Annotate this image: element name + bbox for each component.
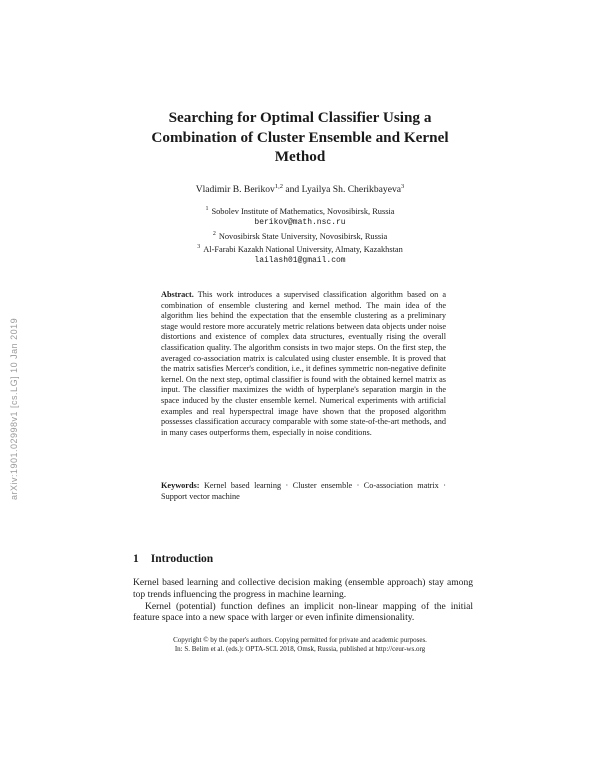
section-number: 1	[133, 553, 139, 565]
footnote-line: Copyright © by the paper's authors. Copying permitted for private and academic purposes.	[173, 636, 427, 644]
keywords-label: Keywords:	[161, 481, 200, 490]
author-name: Lyailya Sh. Cherikbayeva	[301, 184, 402, 196]
affiliation-number: 3	[197, 243, 201, 250]
keywords	[161, 481, 446, 502]
title-line: Combination of Cluster Ensemble and Kernel	[151, 128, 449, 146]
paragraph: Kernel based learning and collective decision making (ensemble approach) stay among top trends influencing the progress in machine learning.	[133, 577, 473, 600]
body-text	[133, 577, 473, 624]
title-line: Searching for Optimal Classifier Using a	[168, 109, 432, 126]
abstract-text: This work introduces a supervised classification algorithm based on a combination of ensemble clustering and kernel method. The main idea of the algorithm lies behind the expectation that the ensemble clustering as a preliminary stage would restore more accurately metric relations between data objects under noise distortions and existence of complex data structures, eventually rising the overall classification quality. The algorithm consists in two major steps. On the first step, the averaged co-association matrix is calculated using cluster ensemble. It is proved that the matrix satisfies Mercer's condition, i.e., it defines symmetric non-negative definite kernel. On the next step, optimal classifier is found with the obtained kernel matrix as input. The classifier maximizes the width of hyperplane's separation margin in the space induced by the cluster ensemble kernel. Numerical experiments with artificial examples and real hyperspectral image have shown that the proposed algorithm possesses classification accuracy comparable with some state-of-the-art methods, and in many cases outperforms them, especially in noise conditions.	[161, 290, 446, 437]
affiliation-name: Novosibirsk State University, Novosibirsk, Russia	[218, 231, 388, 241]
affiliation-number: 1	[205, 206, 209, 212]
author-affiliation-mark: 3	[401, 183, 405, 190]
email: berikov@math.nsc.ru	[254, 218, 346, 228]
copyright-footnote	[0, 636, 600, 654]
paragraph: Kernel (potential) function defines an implicit non-linear mapping of the initial feature space into a new space with larger or even infinite dimensionality.	[133, 600, 473, 624]
affiliation	[0, 242, 600, 255]
footnote-line: In: S. Belim et al. (eds.): OPTA-SCL 2018, Omsk, Russia, published at http://ceur-ws.org	[174, 645, 426, 653]
author-affiliation-mark: 1,2	[274, 183, 283, 190]
affiliation-number: 2	[212, 230, 216, 237]
section-heading	[133, 553, 213, 565]
affiliation	[0, 204, 600, 217]
paper-title	[100, 108, 500, 167]
author-list	[0, 183, 600, 195]
affiliation-name: Al-Farabi Kazakh National University, Almaty, Kazakhstan	[203, 244, 403, 254]
affiliation-name: Sobolev Institute of Mathematics, Novosibirsk, Russia	[211, 206, 395, 216]
author-connector: and	[285, 184, 300, 196]
keywords-text: Kernel based learning · Cluster ensemble · Co-association matrix · Support vector machine	[161, 481, 447, 501]
abstract	[161, 290, 446, 438]
affiliations	[0, 204, 600, 266]
title-line: Method	[274, 148, 326, 165]
abstract-label: Abstract.	[161, 290, 194, 299]
arxiv-side-stamp: arXiv:1901.02998v1 [cs.LG] 10 Jan 2019	[9, 317, 19, 500]
email: lailash01@gmail.com	[254, 256, 346, 266]
affiliation	[0, 229, 600, 242]
author-name: Vladimir B. Berikov	[195, 184, 275, 196]
section-title: Introduction	[150, 553, 214, 565]
